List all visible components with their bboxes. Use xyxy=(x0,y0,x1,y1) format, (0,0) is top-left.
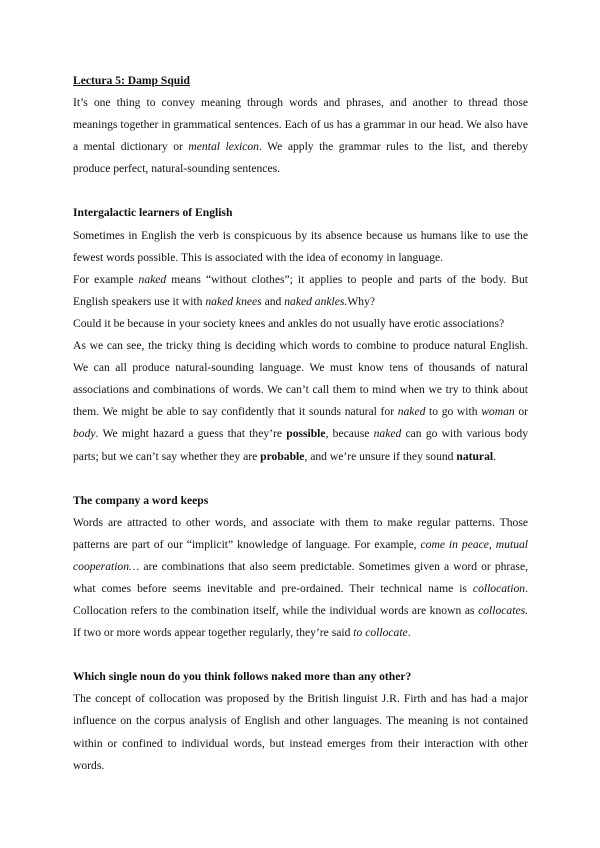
paragraph-tricky-thing: As we can see, the tricky thing is deciding which words to combine to produce natural English. We can all produce natural-sounding language. We must know tens of thousands of natural associations and combinations of words. We can’t call them to mind when we try to think about them. We might be able to say confidently that it sounds natural for naked to go with woman or body. We might hazard a guess that they’re possible, because naked can go with various body parts; but we can’t say whether they are probable, and we’re unsure if they sound natural. xyxy=(73,339,528,463)
lecture-title: Lectura 5: Damp Squid xyxy=(73,74,190,87)
paragraph-economy: Sometimes in English the verb is conspicuous by its absence because us humans like to use the fewest words possible. This is associated with the idea of economy in language. xyxy=(73,228,528,264)
intro-paragraph: It’s one thing to convey meaning through words and phrases, and another to thread those meanings together in grammatical sentences. Each of us has a grammar in our head. We also have a mental dictionary or mental lexicon. We apply the grammar rules to the list, and thereby produce perfect, natural-sounding sentences. xyxy=(73,96,528,176)
section-heading-question: Which single noun do you think follows naked more than any other? xyxy=(73,670,412,684)
paragraph-naked-example: For example naked means “without clothes”; it applies to people and parts of the body. But English speakers use it with naked knees and naked ankles.Why? xyxy=(73,272,528,308)
section-heading-intergalactic: Intergalactic learners of English xyxy=(73,206,233,220)
section-heading-company: The company a word keeps xyxy=(73,493,209,507)
paragraph-firth: The concept of collocation was proposed by the British linguist J.R. Firth and has had a major influence on the corpus analysis of English and other languages. The meaning is not contained within or confined to individual words, but instead emerges from their interaction with other words. xyxy=(73,692,528,772)
paragraph-collocation: Words are attracted to other words, and associate with them to make regular patterns. Those patterns are part of our “implicit” knowledge of language. For example, come in peace, mutual cooperation… are combinations that also seem predictable. Sometimes given a word or phrase, what comes before seems inevitable and pre-ordained. Their technical name is collocation. Collocation refers to the combination itself, while the individual words are known as collocates. If two or more words appear together regularly, they’re said to collocate. xyxy=(73,515,529,640)
document-page xyxy=(73,70,528,777)
paragraph-question: Could it be because in your society knees and ankles do not usually have erotic associations? xyxy=(73,316,505,330)
